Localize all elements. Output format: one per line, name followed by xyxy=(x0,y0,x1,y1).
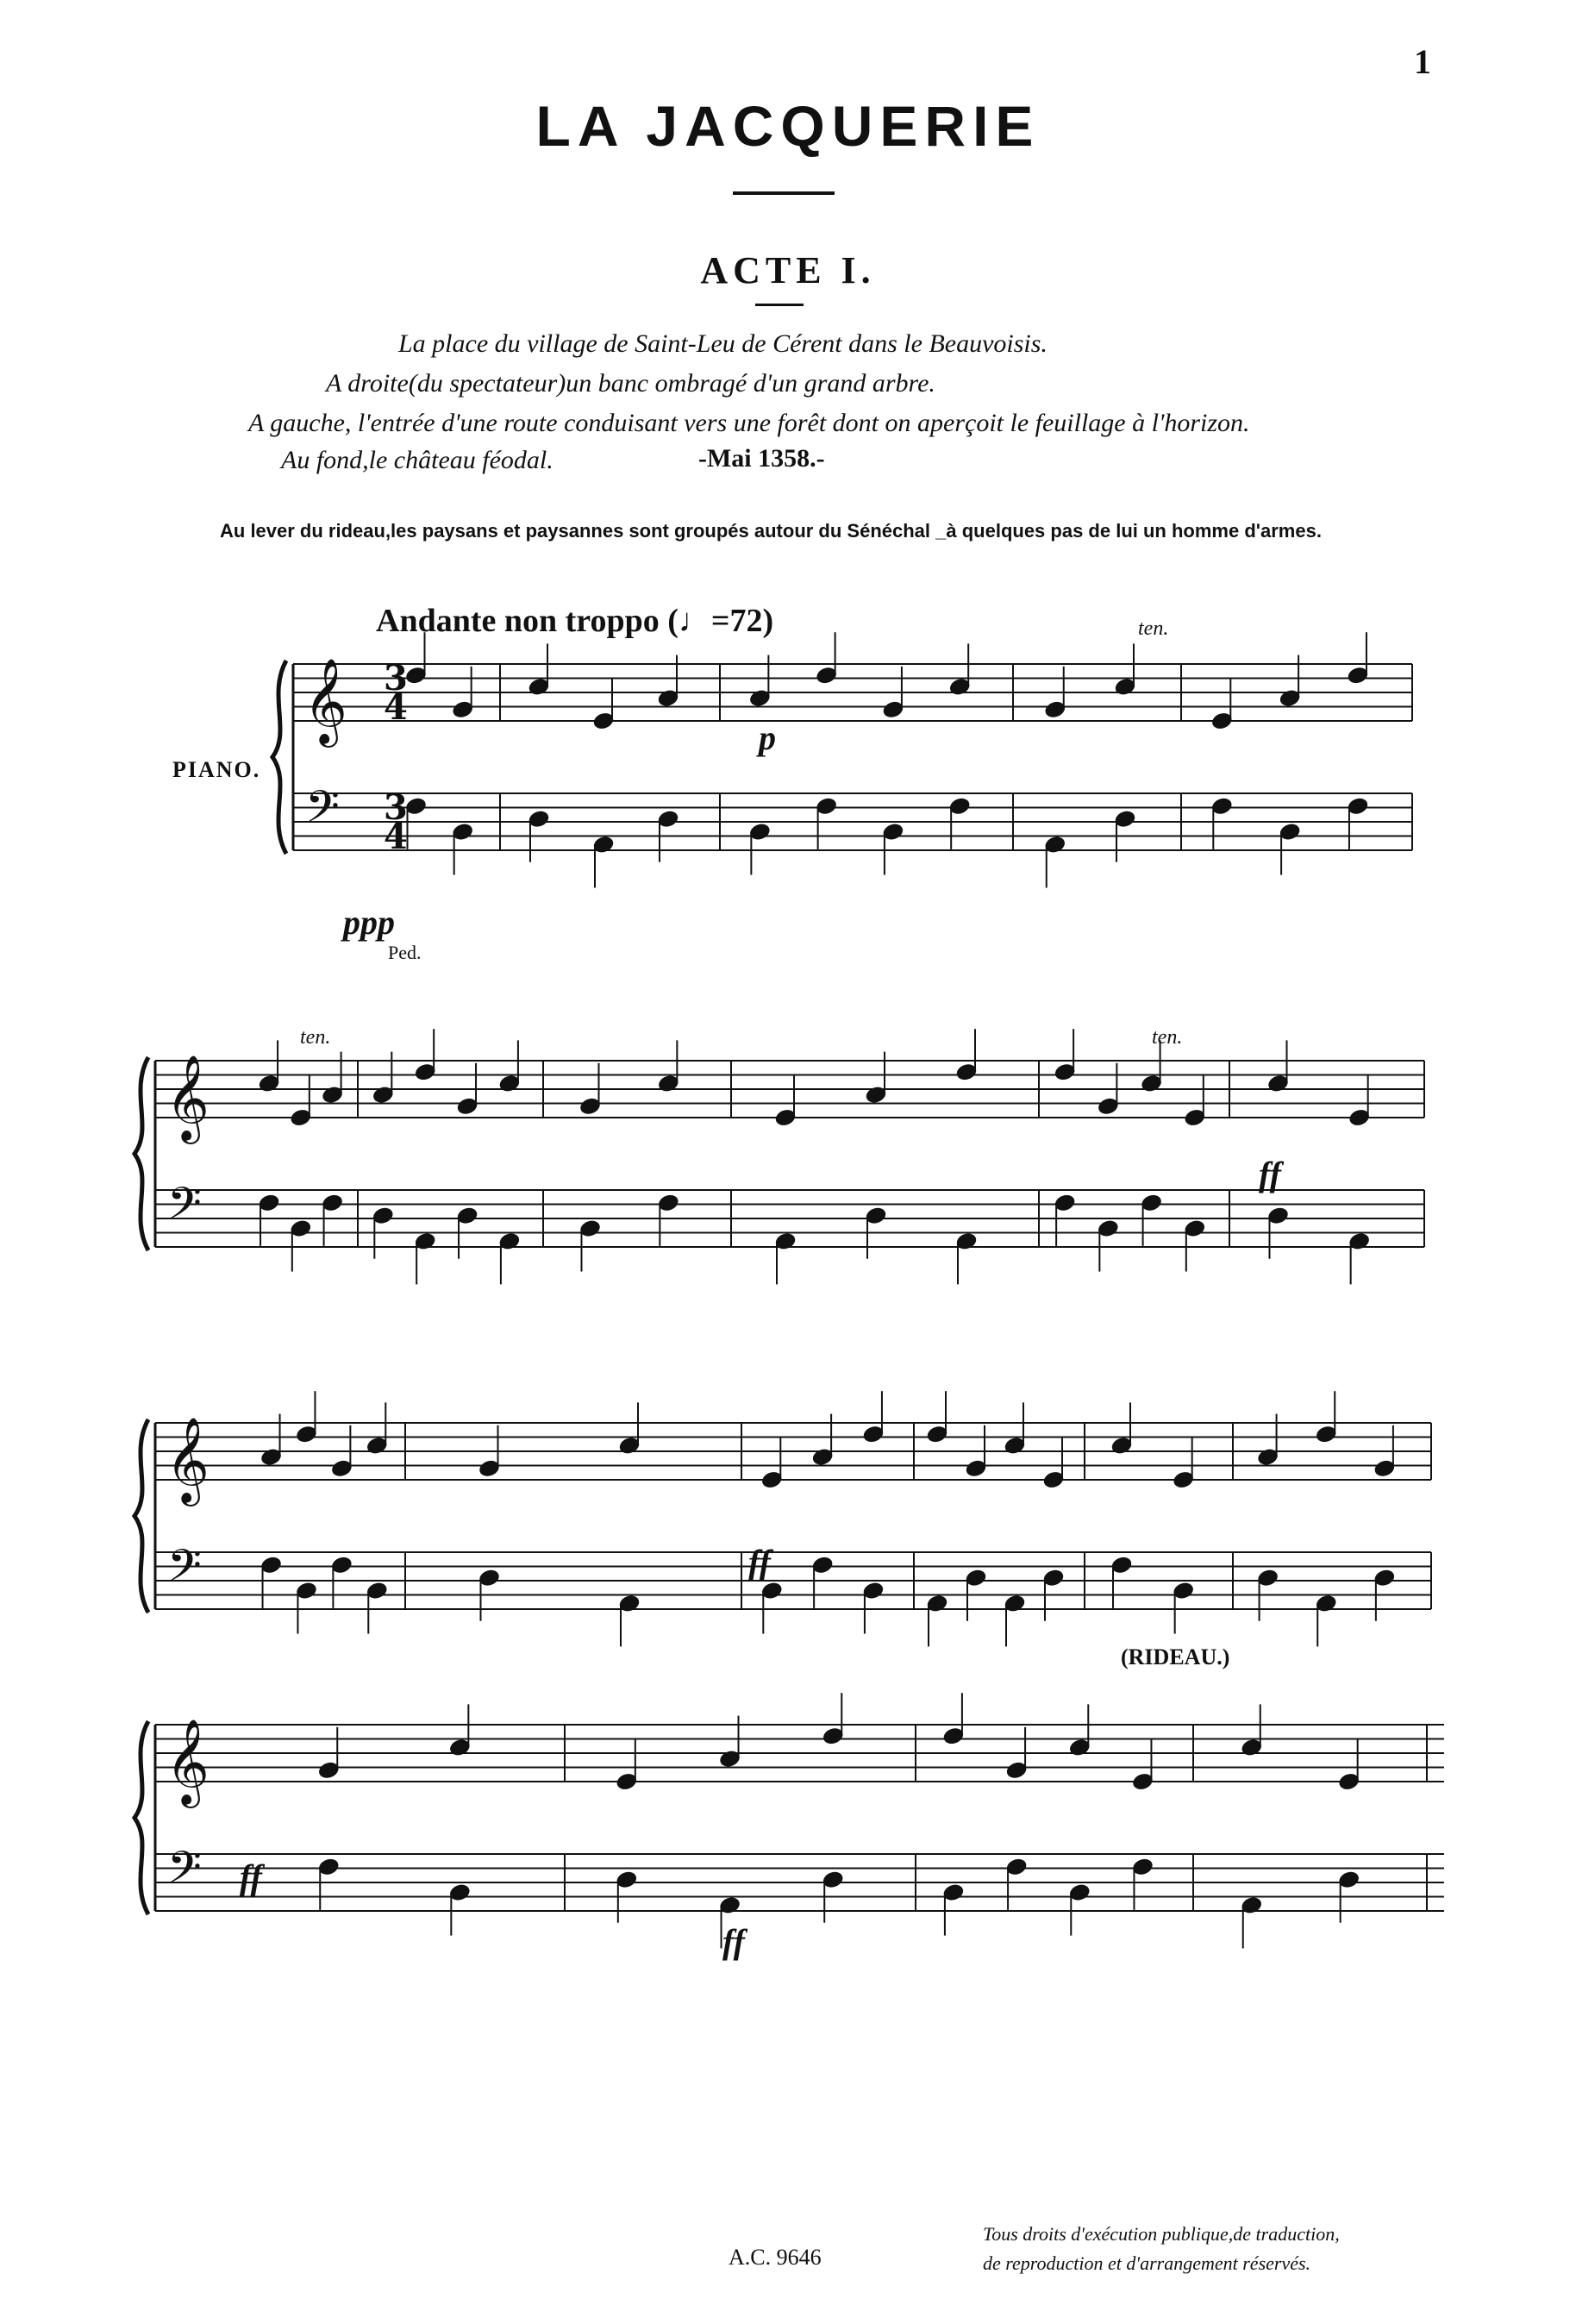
time-signature: 4 xyxy=(384,817,408,857)
dynamic-ff-3: ff xyxy=(240,1857,262,1896)
tempo-marking: Andante non troppo (♩=72) xyxy=(376,603,774,639)
dynamic-ff-4: ff xyxy=(722,1922,745,1961)
time-signature: 4 xyxy=(384,687,408,728)
pedal-marking: Ped. xyxy=(388,942,422,963)
treble-clef: 𝄞 xyxy=(166,1719,210,1805)
bass-clef: 𝄢 xyxy=(167,1841,202,1904)
catalog-number: A.C. 9646 xyxy=(729,2245,822,2270)
instrument-label: PIANO. xyxy=(172,757,261,782)
rights-line-1: Tous droits d'exécution publique,de traduction, xyxy=(983,2223,1340,2245)
tenuto-mark-2: ten. xyxy=(300,1026,331,1049)
brace xyxy=(134,1721,148,1914)
treble-clef: 𝄞 xyxy=(303,658,347,744)
dynamic-ppp: ppp xyxy=(343,903,395,942)
rights-line-2: de reproduction et d'arrangement réservés. xyxy=(983,2252,1311,2274)
time-signature: 3 xyxy=(384,658,408,698)
stage-direction-3: A gauche, l'entrée d'une route conduisant vers une forêt dont on aperçoit le feuillage à l'horizon. xyxy=(248,409,1250,437)
page-number: 1 xyxy=(1414,42,1431,81)
curtain-note: Au lever du rideau,les paysans et paysannes sont groupés autour du Sénéchal _à quelques pas de lui un homme d'armes. xyxy=(220,520,1322,542)
stage-direction-2: A droite(du spectateur)un banc ombragé d'un grand arbre. xyxy=(326,369,935,398)
stage-direction-4: Au fond,le château féodal. xyxy=(281,446,553,474)
page-title: LA JACQUERIE xyxy=(535,94,1041,158)
bass-clef: 𝄢 xyxy=(167,1539,202,1602)
act-heading: ACTE I. xyxy=(700,249,876,291)
date-line: -Mai 1358.- xyxy=(698,444,825,473)
dynamic-ff-2: ff xyxy=(748,1543,771,1582)
dynamic-ff-1: ff xyxy=(1259,1155,1281,1193)
treble-clef: 𝄞 xyxy=(166,1055,210,1141)
treble-clef: 𝄞 xyxy=(166,1417,210,1503)
dynamic-p: p xyxy=(759,718,776,757)
bass-clef: 𝄢 xyxy=(305,780,340,843)
brace xyxy=(272,661,286,854)
time-signature: 3 xyxy=(384,787,408,828)
brace xyxy=(134,1057,148,1250)
stage-direction-1: La place du village de Saint-Leu de Cérent dans le Beauvoisis. xyxy=(398,329,1048,358)
bass-clef: 𝄢 xyxy=(167,1177,202,1240)
tenuto-mark-3: ten. xyxy=(1152,1026,1183,1049)
rideau-marking: (RIDEAU.) xyxy=(1121,1644,1230,1669)
brace xyxy=(134,1419,148,1613)
tenuto-mark-1: ten. xyxy=(1138,617,1169,640)
